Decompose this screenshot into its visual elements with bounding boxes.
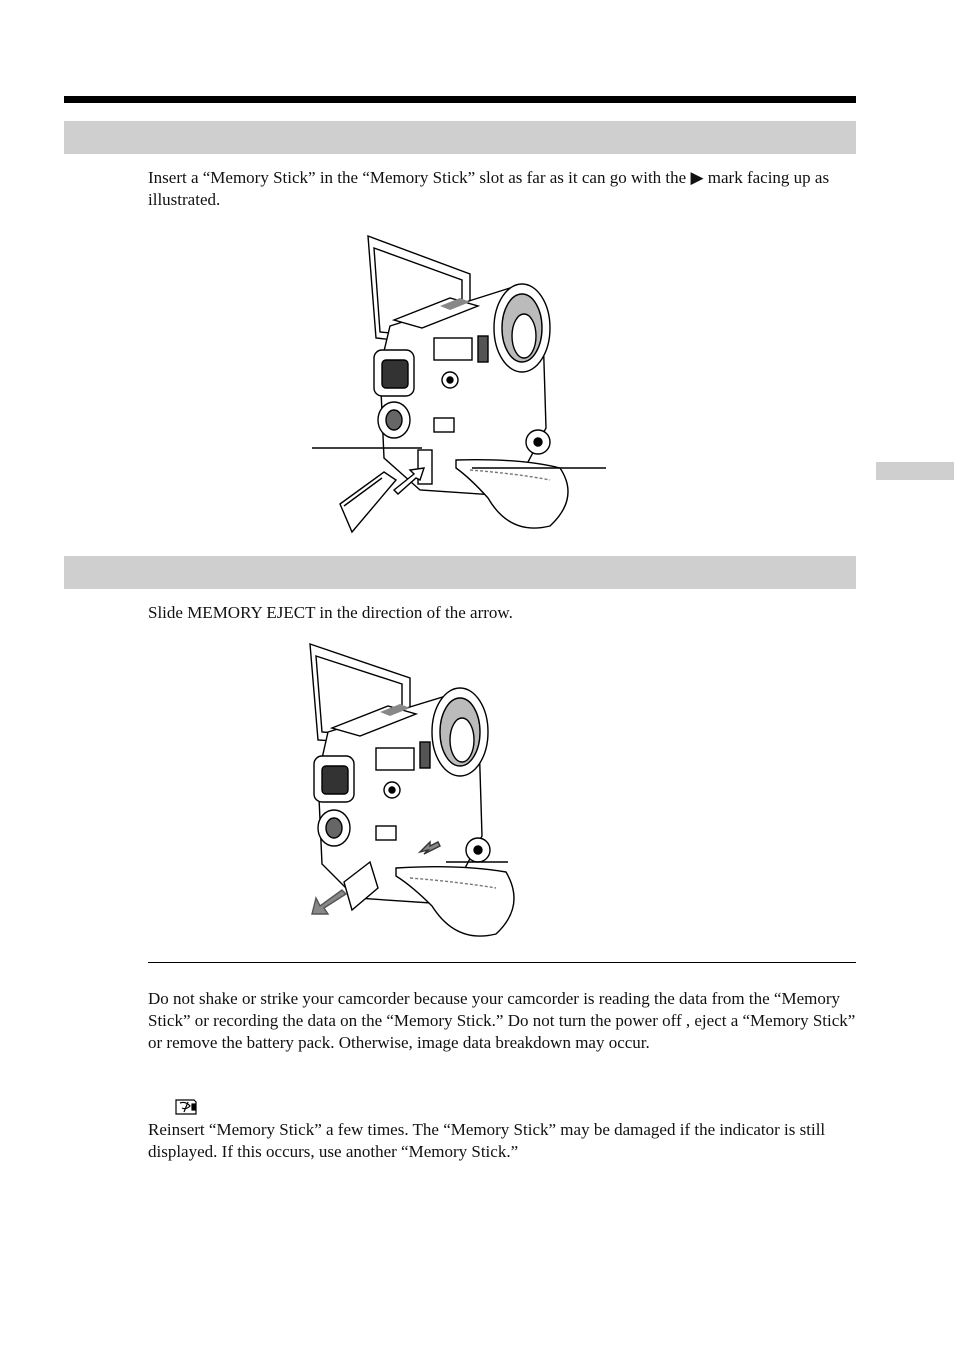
header-rule: [64, 96, 856, 103]
notes-divider: [148, 962, 856, 963]
camcorder-eject-figure: [300, 636, 530, 946]
section-header-band-eject: [64, 556, 856, 589]
insert-instruction: Insert a “Memory Stick” in the “Memory Stick” slot as far as it can go with the ▶ mark facing up as illustrated.: [148, 168, 830, 209]
memory-stick-error-indicator-icon: [174, 1098, 198, 1116]
note-reinsert: Reinsert “Memory Stick” a few times. The “Memory Stick” may be damaged if the indicator is still displayed. If this occurs, use another “Memory Stick.”: [148, 1120, 826, 1161]
eject-instruction: Slide MEMORY EJECT in the direction of the arrow.: [148, 603, 513, 622]
note-do-not-shake: Do not shake or strike your camcorder because your camcorder is reading the data from the “Memory Stick” or recording the data on the “Memory Stick.” Do not turn the power off , eject a “Memory Stick” or remove the battery pack. Otherwise, image data breakdown may occur.: [148, 989, 856, 1052]
side-tab-marker: [876, 462, 954, 480]
camcorder-insert-figure: [310, 228, 610, 538]
section-header-band-insert: [64, 121, 856, 154]
triangle-mark-icon: ▶: [690, 168, 704, 187]
